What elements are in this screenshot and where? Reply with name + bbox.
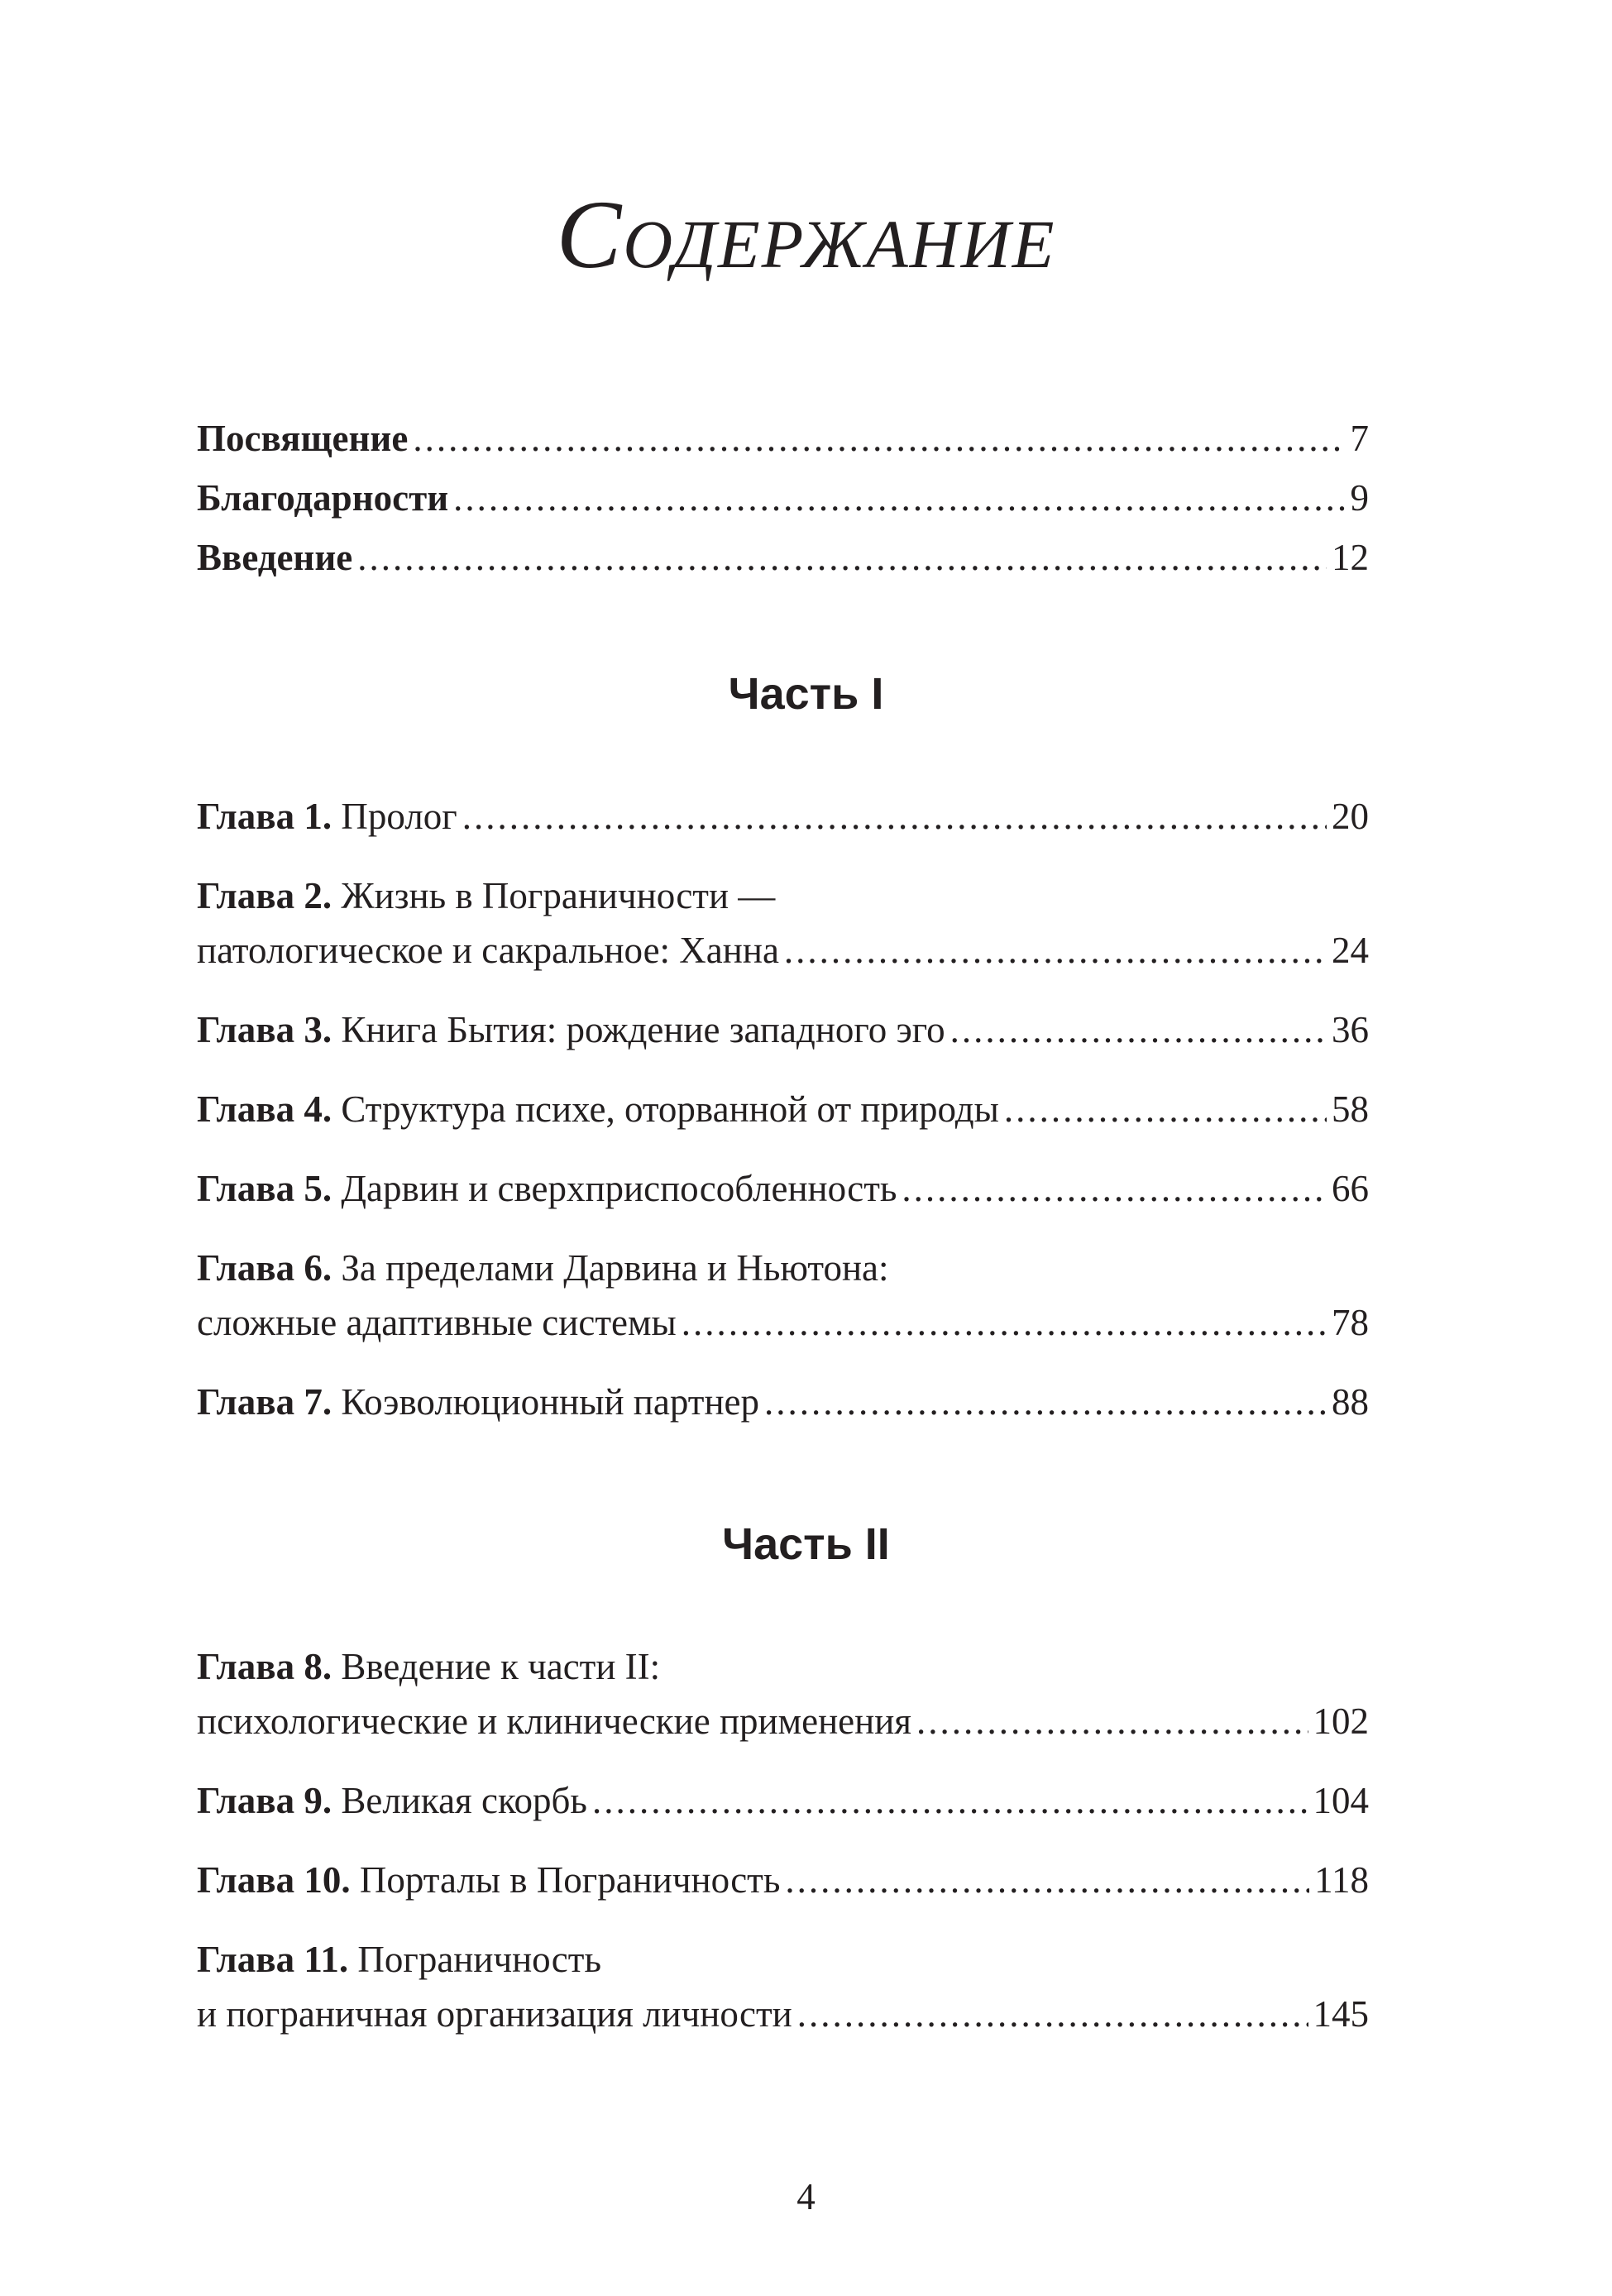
toc-page-number: 118 [1314,1859,1369,1901]
chapter-title-continued: сложные адаптивные системы [197,1302,677,1343]
toc-page-number: 145 [1313,1993,1369,2035]
toc-entry-chapter-1[interactable] [197,789,1369,844]
part-2-title: Часть II [722,1519,890,1569]
toc-entry-title: Введение [197,537,353,578]
chapter-title: Великая скорбь [341,1780,587,1821]
dot-leader [784,923,1327,978]
toc-page-number: 104 [1313,1780,1369,1821]
toc-entry-chapter-9[interactable] [197,1773,1369,1828]
part-1-chapter-list [197,789,1369,1429]
dot-leader [764,1375,1327,1429]
chapter-title: За пределами Дарвина и Ньютона: [341,1247,889,1289]
chapter-title: Структура психе, оторванной от природы [341,1088,999,1130]
toc-page-number: 58 [1332,1088,1369,1130]
chapter-label: Глава 10. [197,1859,351,1901]
toc-entry-chapter-5[interactable] [197,1161,1369,1216]
chapter-label: Глава 1. [197,796,332,837]
dot-leader [462,789,1327,844]
chapter-label: Глава 5. [197,1168,332,1209]
toc-entry-chapter-4[interactable] [197,1082,1369,1136]
toc-entry-dedication[interactable] [197,411,1369,466]
toc-entry-title: Посвящение [197,418,409,459]
toc-page-number: 102 [1313,1700,1369,1742]
dot-leader [413,411,1345,466]
dot-leader [916,1694,1308,1748]
chapter-label: Глава 7. [197,1381,332,1423]
toc-entry-acknowledgements[interactable] [197,471,1369,525]
toc-page-number: 24 [1332,930,1369,971]
chapter-title: Порталы в Пограничность [359,1859,781,1901]
chapter-title: Книга Бытия: рождение западного эго [341,1009,945,1050]
chapter-label: Глава 9. [197,1780,332,1821]
dot-leader [682,1295,1327,1350]
dot-leader [357,530,1327,585]
toc-page-number: 9 [1350,477,1369,519]
chapter-title-continued: патологическое и сакральное: Ханна [197,930,779,971]
toc-page-number: 78 [1332,1302,1369,1343]
toc-entry-chapter-8[interactable] [197,1639,1369,1748]
chapter-title: Пограничность [357,1939,601,1980]
toc-entry-title: Благодарности [197,477,449,519]
chapter-label: Глава 3. [197,1009,332,1050]
part-2-chapter-list [197,1639,1369,2041]
chapter-title: Пролог [341,796,457,837]
dot-leader [797,1987,1308,2041]
chapter-label: Глава 11. [197,1939,349,1980]
toc-page-number: 7 [1350,418,1369,459]
dot-leader [950,1002,1327,1057]
front-matter-list [197,411,1369,585]
toc-entry-chapter-3[interactable] [197,1002,1369,1057]
toc-page-number: 12 [1332,537,1369,578]
dot-leader [453,471,1345,525]
toc-entry-chapter-2[interactable] [197,868,1369,978]
toc-entry-chapter-6[interactable] [197,1241,1369,1350]
page-number: 4 [796,2176,816,2217]
page-title: Содержание [556,180,1056,289]
dot-leader [1004,1082,1327,1136]
toc-page-number: 20 [1332,796,1369,837]
chapter-label: Глава 8. [197,1646,332,1687]
chapter-title: Введение к части II: [341,1646,661,1687]
toc-page-number: 36 [1332,1009,1369,1050]
toc-entry-introduction[interactable] [197,530,1369,585]
chapter-title-continued: психологические и клинические применения [197,1700,911,1742]
chapter-title-continued: и пограничная организация личности [197,1993,792,2035]
chapter-label: Глава 2. [197,875,332,916]
dot-leader [592,1773,1308,1828]
toc-entry-chapter-11[interactable] [197,1932,1369,2041]
toc-page-number: 66 [1332,1168,1369,1209]
dot-leader [902,1161,1327,1216]
toc-page-number: 88 [1332,1381,1369,1423]
chapter-label: Глава 6. [197,1247,332,1289]
toc-entry-chapter-10[interactable] [197,1853,1369,1907]
chapter-label: Глава 4. [197,1088,332,1130]
chapter-title: Жизнь в Пограничности — [341,875,776,916]
chapter-title: Дарвин и сверхприспособленность [341,1168,897,1209]
part-1-title: Часть I [728,669,884,719]
dot-leader [785,1853,1309,1907]
toc-entry-chapter-7[interactable] [197,1375,1369,1429]
chapter-title: Коэволюционный партнер [341,1381,759,1423]
